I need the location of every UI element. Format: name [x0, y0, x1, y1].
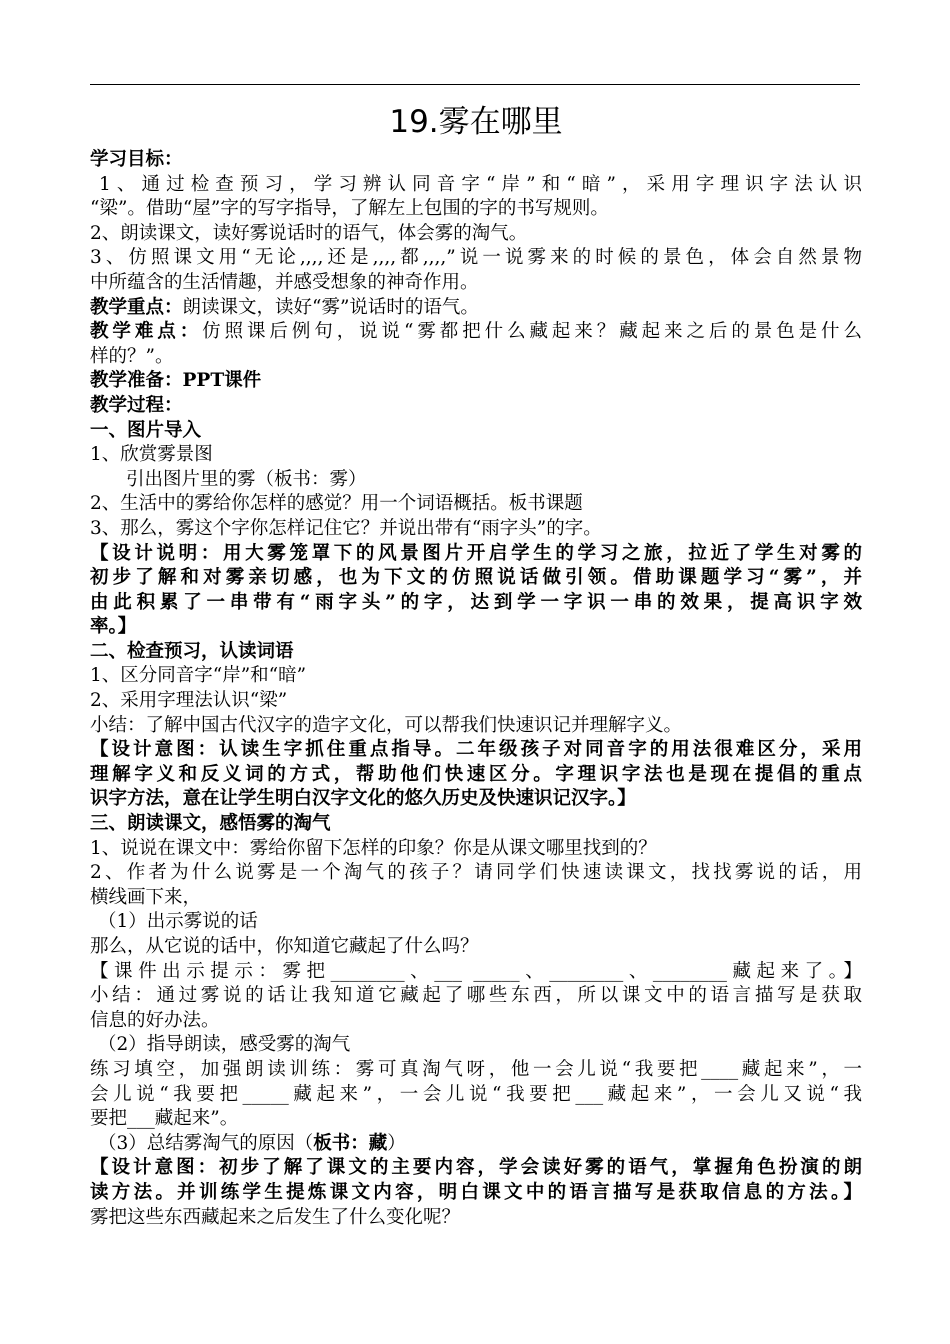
line-text: 3、仿照课文用“无论,,,,还是,,,,都,,,,”说一说雾来的时候的景色，体会自然景物: [90, 247, 862, 269]
text-line: [90, 419, 862, 444]
text-line: [90, 246, 862, 271]
line-text: 3、那么，雾这个字你怎样记住它？并说出带有“雨字头”的字。: [90, 517, 602, 539]
line-text: 横线画下来，: [90, 886, 202, 908]
text-line: [90, 1181, 862, 1206]
text-line: [90, 271, 862, 296]
line-label: 教学难点：: [90, 321, 203, 343]
line-text: 【设计意图：认读生字抓住重点指导。二年级孩子对同音字的用法很难区分，采用: [90, 739, 862, 761]
document-body: [90, 148, 862, 1230]
line-text: 由此积累了一串带有“雨字头”的字，达到学一字识一串的效果，提高识字效: [90, 591, 862, 613]
text-line: [90, 1132, 862, 1157]
line-label: 教学重点：: [90, 296, 183, 318]
text-line: [90, 861, 862, 886]
line-text: 样的？”。: [90, 345, 174, 367]
line-text: 2、采用字理法认识“梁”: [90, 690, 288, 712]
text-line: [90, 1058, 862, 1083]
text-line: [90, 197, 862, 222]
text-line: [90, 566, 862, 591]
text-line: [90, 148, 862, 173]
line-text: 读方法。并训练学生提炼课文内容，明白课文中的语言描写是获取信息的方法。】: [90, 1181, 862, 1203]
line-text: 识字方法，意在让学生明白汉字文化的悠久历史及快速识记汉字。】: [90, 788, 636, 810]
line-text: 引出图片里的雾（板书：雾）: [126, 468, 367, 490]
text-line: [90, 320, 862, 345]
line-text: 1、区分同音字“岸”和“暗”: [90, 665, 307, 687]
line-text: 1、通过检查预习，学习辨认同音字“岸”和“暗”，采用字理识字法认识: [99, 173, 862, 195]
text-line: [90, 763, 862, 788]
line-text: 那么，从它说的话中，你知道它藏起了什么吗？: [90, 936, 479, 957]
text-line: [90, 910, 862, 935]
line-text: 1、欣赏雾景图: [90, 444, 213, 466]
line-text: 教学过程：: [90, 394, 183, 416]
line-text: 雾把这些东西藏起来之后发生了什么变化呢？: [90, 1206, 461, 1228]
line-text: （3）总结雾淘气的原因（: [98, 1132, 314, 1154]
text-line: [90, 222, 862, 247]
line-text: 2、生活中的雾给你怎样的感觉？用一个词语概括。板书课题: [90, 493, 583, 515]
line-text: 初步了解和对雾亲切感，也为下文的仿照说话做引领。借助课题学习“雾”，并: [90, 567, 862, 589]
text-line: [90, 664, 862, 689]
document-page: [90, 98, 862, 1230]
text-line: [90, 296, 862, 321]
line-text: 【设计意图：初步了解了课文的主要内容，学会读好雾的语气，掌握角色扮演的朗: [90, 1157, 862, 1179]
line-text: 小结：了解中国古代汉字的造字文化，可以帮我们快速识记并理解字义。: [90, 714, 683, 736]
line-text: 朗读课文，读好“雾”说话时的语气。: [182, 296, 479, 318]
text-line: [90, 960, 862, 985]
text-line: [90, 394, 862, 419]
text-line: [90, 1033, 862, 1058]
line-text: 信息的好办法。: [90, 1009, 220, 1031]
text-line: [90, 812, 862, 837]
text-line: [90, 886, 862, 911]
document-title: 19.雾在哪里: [389, 104, 563, 140]
text-line: [90, 369, 862, 394]
line-text: 小结：通过雾说的话让我知道它藏起了哪些东西，所以课文中的语言描写是获取: [90, 985, 862, 1007]
text-line: [90, 591, 862, 616]
text-line: [90, 1009, 862, 1034]
text-line: [90, 935, 862, 960]
line-text: 三、朗读课文，感悟雾的淘气: [90, 813, 331, 835]
text-line: [90, 443, 862, 468]
line-text: 教学准备：PPT课件: [90, 370, 262, 392]
line-text: 一、图片导入: [90, 419, 202, 441]
text-line: [90, 837, 862, 862]
line-text: （2）指导朗读，感受雾的淘气: [98, 1034, 351, 1056]
line-text: “梁”。借助“屋”字的写字指导，了解左上包围的字的书写规则。: [90, 198, 609, 220]
line-text: 仿照课后例句，说说“雾都把什么藏起来？藏起来之后的景色是什么: [202, 321, 862, 343]
text-line: [90, 345, 862, 370]
text-line: [90, 492, 862, 517]
text-line: [90, 173, 862, 198]
text-line: [90, 984, 862, 1009]
text-line: [90, 640, 862, 665]
text-line: [90, 468, 862, 493]
line-text: 率。】: [90, 616, 137, 638]
line-text: 二、检查预习，认读词语: [90, 640, 294, 662]
line-text: 中所蕴含的生活情趣，并感受想象的神奇作用。: [90, 271, 479, 293]
line-text: 会儿说“我要把_____藏起来”，一会儿说“我要把___藏起来”，一会儿又说“我: [90, 1083, 862, 1105]
text-line: [90, 1107, 862, 1132]
line-text: 2、朗读课文，读好雾说话时的语气，体会雾的淘气。: [90, 222, 528, 244]
text-line: [90, 714, 862, 739]
line-text: 学习目标：: [90, 149, 183, 170]
text-line: [90, 517, 862, 542]
text-line: [90, 1083, 862, 1108]
line-text: 1、说说在课文中：雾给你留下怎样的印象？你是从课文哪里找到的？: [90, 837, 657, 859]
line-text: 理解字义和反义词的方式，帮助他们快速区分。字理识字法也是现在提倡的重点: [90, 763, 862, 785]
text-line: [90, 1206, 862, 1231]
line-text: 练习填空，加强朗读训练：雾可真淘气呀，他一会儿说“我要把____藏起来”，一: [90, 1058, 862, 1080]
line-tail: ）: [387, 1132, 406, 1154]
header-rule: [90, 84, 860, 85]
line-text: 2、作者为什么说雾是一个淘气的孩子？请同学们快速读课文，找找雾说的话，用: [90, 862, 862, 884]
text-line: [90, 689, 862, 714]
text-line: [90, 542, 862, 567]
text-line: [90, 1156, 862, 1181]
line-text: 【设计说明：用大雾笼罩下的风景图片开启学生的学习之旅，拉近了学生对雾的: [90, 542, 862, 564]
text-line: [90, 738, 862, 763]
line-text: 【课件出示提示：雾把________、___ _____、________、________藏起来了。】: [90, 960, 862, 982]
text-line: [90, 615, 862, 640]
line-text: （1）出示雾说的话: [98, 911, 258, 933]
text-line: [90, 787, 862, 812]
line-text: 要把___藏起来”。: [90, 1108, 239, 1130]
line-bold-tail: 板书：藏: [313, 1132, 388, 1154]
